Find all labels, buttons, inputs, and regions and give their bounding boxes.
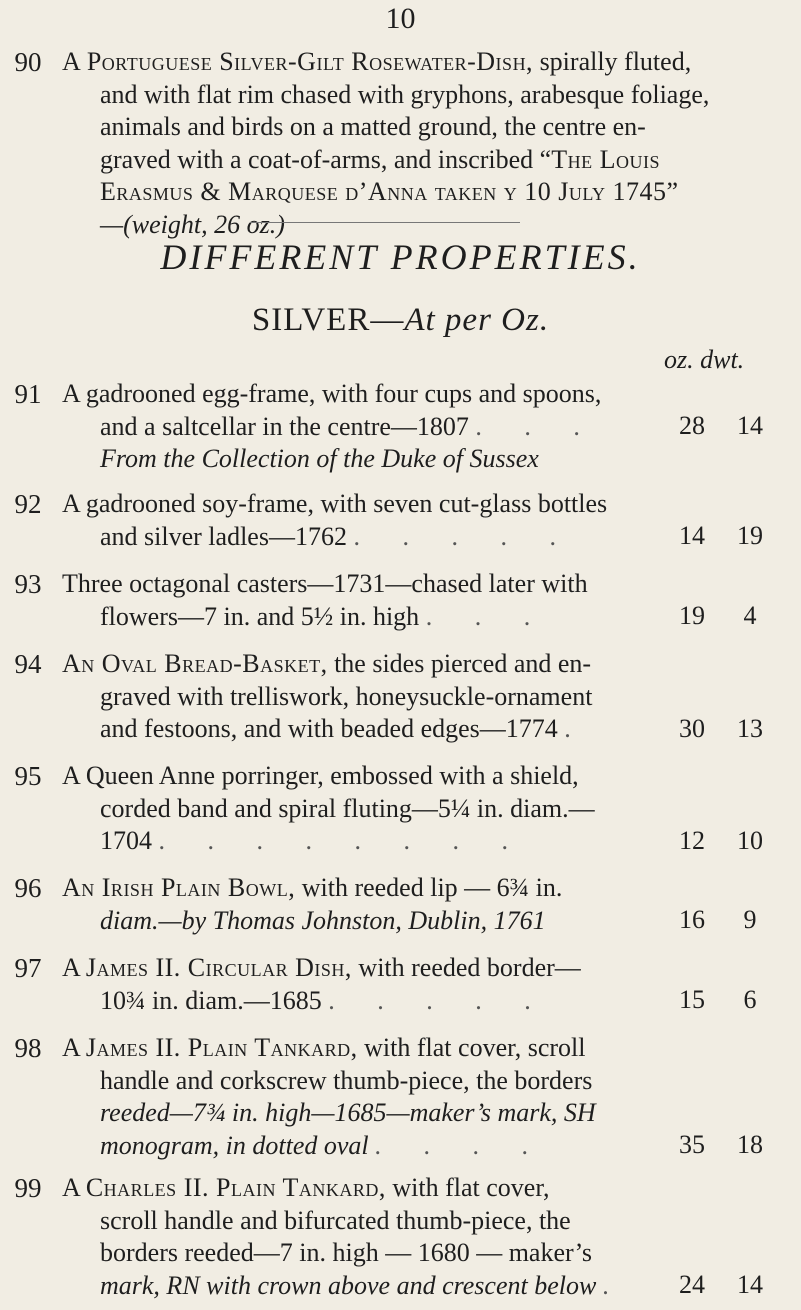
weight-oz: 16 xyxy=(679,905,705,934)
lot-text: 1704 xyxy=(100,826,152,855)
lot-text: A xyxy=(62,953,86,982)
lot-number: 95 xyxy=(14,761,42,791)
lot-text: and festoons, and with beaded edges—1774 . xyxy=(100,714,589,743)
lot-text: A xyxy=(62,1033,86,1062)
lot-text: A Queen Anne porringer, embossed with a shield, xyxy=(62,761,579,790)
section-heading: DIFFERENT PROPERTIES. xyxy=(160,237,641,277)
divider-rule xyxy=(250,222,520,223)
lot-text: animals and birds on a matted ground, the centre en- xyxy=(100,112,646,141)
lot-text: scroll handle and bifurcated thumb-piece, the xyxy=(100,1205,571,1235)
lot-text: handle and corkscrew thumb-piece, the borders xyxy=(100,1065,593,1095)
subheading-rate: At per Oz. xyxy=(404,302,550,338)
lot-text: graved with trelliswork, honeysuckle-ornament xyxy=(100,681,593,711)
lot-title: An Irish Plain Bowl, xyxy=(62,873,296,902)
lot-text: with reeded lip — 6¾ in. xyxy=(295,873,563,902)
lot-title: James II. Plain Tankard, xyxy=(85,1033,358,1062)
lot-text: monogram, in dotted oval xyxy=(100,1130,369,1160)
lot-title: James II. Circular Dish, xyxy=(85,953,352,982)
weight-oz: 19 xyxy=(679,601,705,630)
lot-number: 96 xyxy=(14,873,42,903)
lot-text: A xyxy=(62,1173,86,1202)
column-header-oz-dwt: oz. dwt. xyxy=(664,345,745,374)
lot-text: corded band and spiral fluting—5¼ in. diam.— xyxy=(100,793,595,823)
weight-oz: 15 xyxy=(679,985,705,1014)
lot-title: Charles II. Plain Tankard, xyxy=(85,1173,386,1202)
lot-text: borders reeded—7 in. high — 1680 — maker’s xyxy=(100,1238,592,1267)
section-subheading xyxy=(0,302,801,339)
lot-number: 91 xyxy=(14,379,42,409)
lot-text: 10¾ in. diam.—1685 . . . . . xyxy=(100,985,549,1015)
weight-dwt: 19 xyxy=(737,521,763,550)
weight-oz: 30 xyxy=(679,714,705,743)
lot-text: with flat cover, xyxy=(385,1173,550,1202)
lot-number: 92 xyxy=(14,489,42,519)
lot-text: 10¾ in. diam.—1685 xyxy=(100,985,322,1015)
weight-dwt: 14 xyxy=(737,1270,763,1299)
weight-dwt: 4 xyxy=(743,601,757,630)
lot-text: diam.—by Thomas Johnston, Dublin, 1761 xyxy=(100,905,546,935)
subheading-silver: SILVER— xyxy=(251,302,405,338)
weight-oz: 35 xyxy=(679,1130,705,1159)
lot-number: 97 xyxy=(14,953,42,983)
weight-dwt: 6 xyxy=(743,985,757,1014)
weight-oz: 12 xyxy=(679,826,705,855)
provenance: From the Collection of the Duke of Sussex xyxy=(100,444,539,473)
lot-text: spirally fluted, xyxy=(533,47,692,76)
weight-oz: 28 xyxy=(679,411,705,440)
lot-number: 94 xyxy=(14,649,42,679)
lot-text: the sides pierced and en- xyxy=(327,649,592,678)
lot-number: 93 xyxy=(14,569,42,599)
lot-description xyxy=(62,46,793,241)
lot-text: with reeded border— xyxy=(351,953,581,982)
lot-text: monogram, in dotted oval . . . . xyxy=(100,1130,547,1160)
lot-text: with flat cover, scroll xyxy=(357,1033,586,1062)
lot-text xyxy=(62,176,793,209)
weight-dwt: 14 xyxy=(737,411,763,440)
lot-text: and a saltcellar in the centre—1807 . . . xyxy=(100,411,598,441)
lot-text: and with flat rim chased with gryphons, arabesque foliage, xyxy=(100,79,710,109)
lot-text: A gadrooned soy-frame, with seven cut-glass bottles xyxy=(62,489,608,518)
weight-dwt: 9 xyxy=(743,905,757,934)
lot-text: flowers—7 in. and 5½ in. high xyxy=(100,601,420,631)
lot-text: and a saltcellar in the centre—1807 xyxy=(100,411,469,441)
lot-number: 99 xyxy=(14,1173,42,1203)
lot-text: A gadrooned egg-frame, with four cups and spoons, xyxy=(62,379,602,408)
weight-oz: 24 xyxy=(679,1270,705,1299)
lot-number: 90 xyxy=(14,47,42,77)
lot-weight: —(weight, 26 oz.) xyxy=(100,209,285,239)
lot-text: flowers—7 in. and 5½ in. high . . . xyxy=(100,601,549,631)
inscription: taken y 10 July 1745” xyxy=(427,177,679,206)
lot-text xyxy=(62,144,793,177)
lot-text: reeded—7¾ in. high—1685—maker’s mark, SH xyxy=(100,1098,596,1127)
inscription: The Louis xyxy=(551,144,660,174)
lot-text: mark, RN with crown above and crescent below . xyxy=(100,1270,628,1300)
lot-text: 1704 . . . . . . . . xyxy=(100,826,526,855)
lot-text: and silver ladles—1762 . . . . . xyxy=(100,521,574,551)
lot-title: An Oval Bread-Basket, xyxy=(62,649,328,678)
weight-dwt: 10 xyxy=(737,826,763,855)
lot-text: graved with a coat-of-arms, and inscribed “ xyxy=(100,144,552,174)
lot-text: and festoons, and with beaded edges—1774 xyxy=(100,714,558,743)
weight-dwt: 18 xyxy=(737,1130,763,1159)
lot-number: 98 xyxy=(14,1033,42,1063)
page-number: 10 xyxy=(385,2,416,35)
lot-text: mark, RN with crown above and crescent below xyxy=(100,1270,597,1300)
lot-text: and silver ladles—1762 xyxy=(100,521,347,551)
inscription: Erasmus & Marquese d’Anna xyxy=(100,177,428,206)
lot-title: A Portuguese Silver-Gilt Rosewater-Dish, xyxy=(62,47,534,76)
weight-oz: 14 xyxy=(679,521,705,550)
weight-dwt: 13 xyxy=(737,714,763,743)
lot-text: Three octagonal casters—1731—chased later with xyxy=(62,569,588,598)
